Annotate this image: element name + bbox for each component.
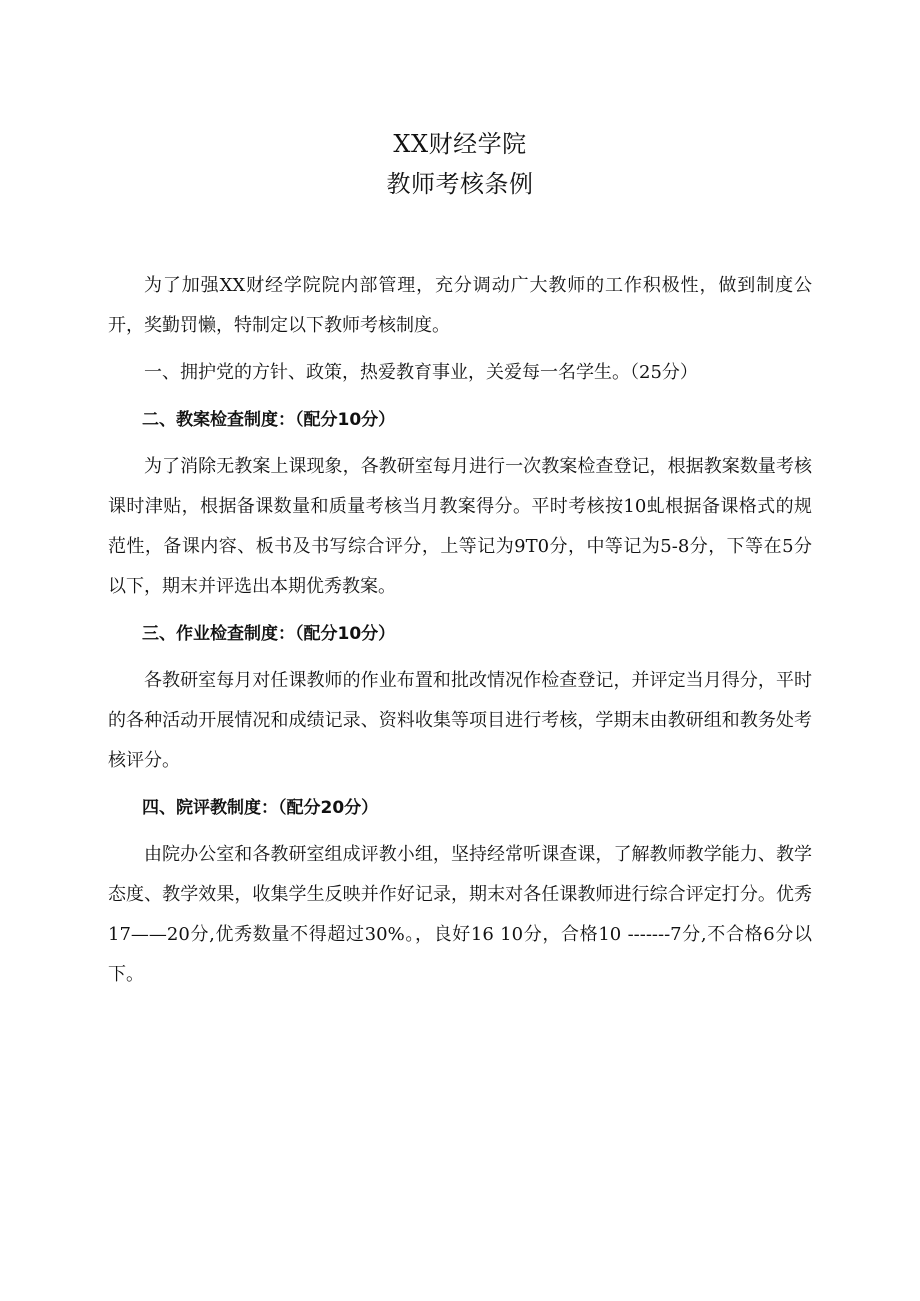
section-two-heading: 二、教案检查制度：（配分10分） xyxy=(142,410,396,430)
title-school-name: XX财经学院 xyxy=(393,130,527,158)
document-title xyxy=(0,124,920,204)
intro-paragraph: 为了加强XX财经学院院内部管理，充分调动广大教师的工作积极性，做到制度公开，奖勤罚懒，特制定以下教师考核制度。 xyxy=(108,275,812,336)
title-regulation-name: 教师考核条例 xyxy=(386,170,534,198)
section-three-body: 各教研室每月对任课教师的作业布置和批改情况作检查登记，并评定当月得分，平时的各种活动开展情况和成绩记录、资料收集等项目进行考核，学期末由教研组和教务处考核评分。 xyxy=(108,670,812,771)
item-one-paragraph: 一、拥护党的方针、政策，热爱教育事业，关爱每一名学生。（25分） xyxy=(144,362,698,383)
section-four-body: 由院办公室和各教研室组成评教小组，坚持经常听课查课，了解教师教学能力、教学态度、教学效果，收集学生反映并作好记录，期末对各任课教师进行综合评定打分。优秀17——20分,优秀数量不得超过30%。，良好16 10分，合格10 -------7分,不合格6分以下。 xyxy=(108,844,812,985)
section-four-heading: 四、院评教制度：（配分20分） xyxy=(142,798,379,818)
section-three-heading: 三、作业检查制度：（配分10分） xyxy=(142,624,396,644)
section-two-body: 为了消除无教案上课现象，各教研室每月进行一次教案检查登记，根据教案数量考核课时津贴，根据备课数量和质量考核当月教案得分。平时考核按10虬根据备课格式的规范性，备课内容、板书及书写综合评分，上等记为9T0分，中等记为5-8分，下等在5分以下，期末并评选出本期优秀教案。 xyxy=(108,456,812,597)
document-body xyxy=(108,266,812,1002)
